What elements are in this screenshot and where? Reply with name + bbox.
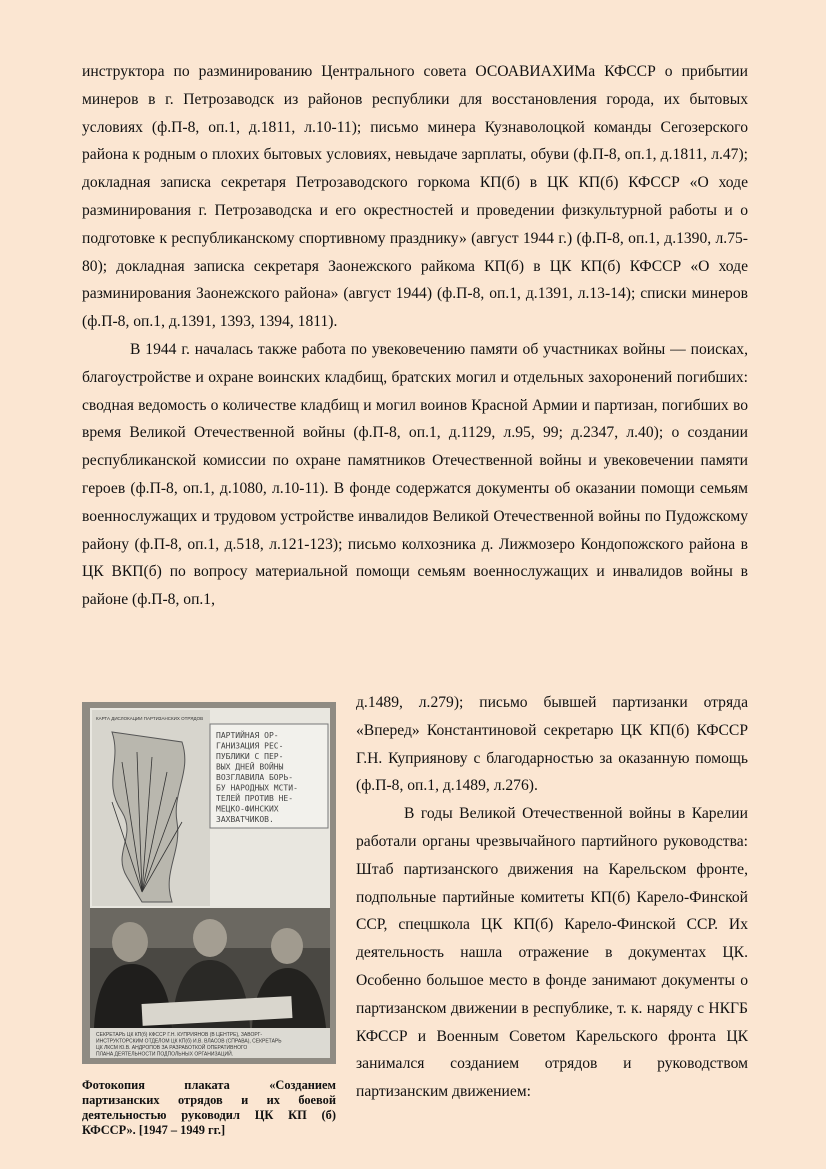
photo-caption-line: ПЛАНА ДЕЯТЕЛЬНОСТИ ПОДПОЛЬНЫХ ОРГАНИЗАЦИЙ. bbox=[96, 1051, 234, 1058]
poster-text-line: ПАРТИЙНАЯ ОР- bbox=[216, 731, 279, 740]
paragraph-memory-cont: д.1489, л.279); письмо бывшей партизанки отряда «Вперед» Константиновой секретарю ЦК КП(б) КФССР Г.Н. Куприянову с благодарностью за оказанную помощь (ф.П-8, оп.1, д.1489, л.276). bbox=[356, 694, 748, 795]
poster-text-line: ЗАХВАТЧИКОВ. bbox=[216, 815, 274, 824]
paragraph-memory: В 1944 г. началась также работа по увековечению памяти об участниках войны — поисках, благоустройстве и охране воинских кладбищ, братских могил и отдельных захоронений погибших: сводная ведомость о количестве кладбищ и могил воинов Красной Армии и партизан, погибших во время Великой Отечественной войны (ф.П-8, оп.1, д.1129, л.95, 99; д.2347, л.40); о создании республиканской комиссии по охране памятников Отечественной войны и увековечении памяти героев (ф.П-8, оп.1, д.1080, л.10-11). В фонде содержатся документы об оказании помощи семьям военнослужащих и трудовом устройстве инвалидов Великой Отечественной войны по Пудожскому району (ф.П-8, оп.1, д.518, л.121-123); письмо колхозника д. Лижмозеро Кондопожского района в ЦК ВКП(б) по вопросу материальной помощи семьям военнослужащих и инвалидов войны в районе (ф.П-8, оп.1, bbox=[82, 340, 748, 609]
poster-text-line: ВЫХ ДНЕЙ ВОЙНЫ bbox=[216, 762, 284, 772]
paragraph-mine-clearing: инструктора по разминированию Центрального совета ОСОАВИАХИМа КФССР о прибытии минеров в г. Петрозаводск из районов республики для восстановления города, их бытовых условиях (ф.П-8, оп.1, д.1811, л.10-11); письмо минера Кузнаволоцкой команды Сегозерского района к родным о плохих бытовых условиях, невыдаче зарплаты, обуви (ф.П-8, оп.1, д.1811, л.47); докладная записка секретаря Петрозаводского горкома КП(б) в ЦК КП(б) КФССР «О ходе разминирования г. Петрозаводска и его окрестностей и проведении физкультурной работы и о подготовке к республиканскому спортивному празднику» (август 1944 г.) (ф.П-8, оп.1, д.1390, л.75-80); докладная записка секретаря Заонежского райкома КП(б) в ЦК КП(б) КФССР «О ходе разминирования Заонежского района» (август 1944) (ф.П-8, оп.1, д.1391, л.13-14); списки минеров (ф.П-8, оп.1, д.1391, 1393, 1394, 1811). bbox=[82, 63, 748, 331]
poster-text-line: ТЕЛЕЙ ПРОТИВ НЕ- bbox=[216, 794, 294, 803]
poster-text-line: ГАНИЗАЦИЯ РЕС- bbox=[216, 741, 284, 751]
right-column bbox=[356, 689, 748, 1106]
poster-text-line: МЕЦКО-ФИНСКИХ bbox=[216, 804, 279, 814]
figure bbox=[82, 702, 336, 1138]
poster-text-line: ПУБЛИКИ С ПЕР- bbox=[216, 752, 284, 761]
figure-caption: Фотокопия плаката «Созданием партизанских отрядов и их боевой деятельностью руководил ЦК КП (б) КФССР». [1947 – 1949 гг.] bbox=[82, 1078, 336, 1137]
poster-text-line: ВОЗГЛАВИЛА БОРЬ- bbox=[216, 773, 294, 782]
photo-caption-line: ЦК ЛКСМ Ю.В. АНДРОПОВ ЗА РАЗРАБОТКОЙ ОПЕРАТИВНОГО bbox=[96, 1045, 248, 1051]
poster-text-line: БУ НАРОДНЫХ МСТИ- bbox=[216, 783, 298, 793]
map-title: КАРТА ДИСЛОКАЦИИ ПАРТИЗАНСКИХ ОТРЯДОВ bbox=[96, 716, 204, 721]
poster-photo bbox=[82, 702, 336, 1064]
paragraph-partisans: В годы Великой Отечественной войны в Карелии работали органы чрезвычайного партийного руководства: Штаб партизанского движения на Карельском фронте, подпольные партийные комитеты КП(б) Карело-Финской ССР, спецшкола ЦК КП(б) Карело-Финской ССР. Их деятельность нашла отражение в документах ЦК. Особенно большое место в фонде занимают документы о партизанском движении в республике, т. к. наряду с НКГБ КФССР и Военным Советом Карельского фронта ЦК занимался созданием отрядов и руководством партизанским движением: bbox=[356, 805, 748, 1101]
photo-caption-line: СЕКРЕТАРЬ ЦК КП(б) КФССР Г.Н. КУПРИЯНОВ (В ЦЕНТРЕ), ЗАВОРГ- bbox=[96, 1032, 263, 1038]
photo-caption-line: ИНСТРУКТОРСКИМ ОТДЕЛОМ ЦК КП(б) И.В. ВЛАСОВ (СПРАВА), СЕКРЕТАРЬ bbox=[96, 1038, 282, 1045]
document-page bbox=[82, 58, 748, 1137]
